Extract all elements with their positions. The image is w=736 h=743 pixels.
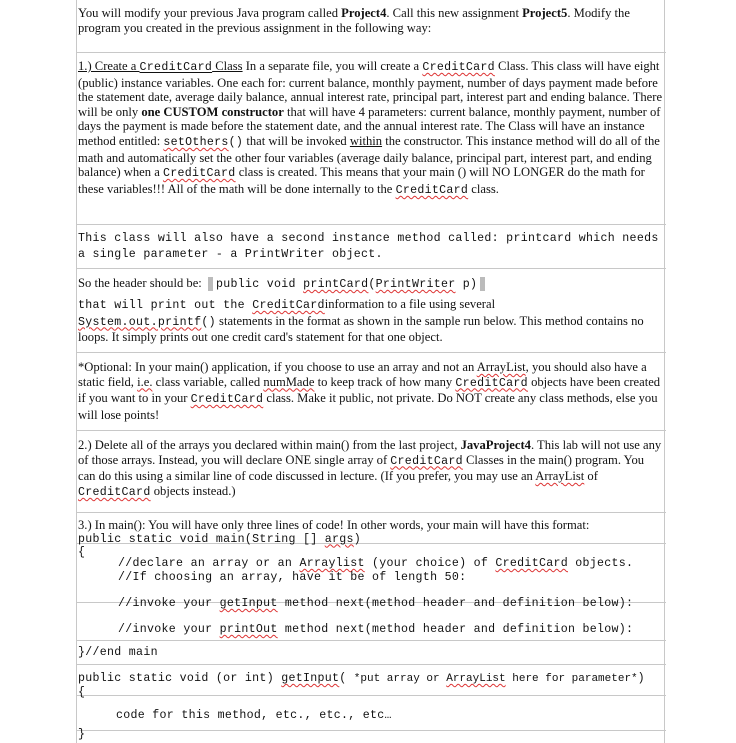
optional-paragraph: *Optional: In your main() application, if you choose to use an array and not an ArrayList, you should also have a static field, i.e. class variable, called numMade to keep track of how many CreditCard objects have been created if you want to in your CreditCard class. Make it public, not private. Do NOT create any class methods, else you will lose points! (78, 360, 661, 422)
getinput-body: code for this method, etc., etc., etc… (116, 709, 392, 722)
printcard-header-paragraph: So the header should be: public void printCard(PrintWriter p) that will print out the CreditCardinformation to a file using several System.out.printf() statements in the format as shown in the sample run below. This method contains no loops. It simply prints out one credit card's statement for that one object. (78, 276, 644, 345)
printcard-description: This class will also have a second instance method called: printcard which needs a single parameter - a PrintWriter object. (78, 232, 659, 261)
section-1-paragraph: 1.) Create a CreditCard Class In a separate file, you will create a CreditCard Class. This class will have eight (public) instance variables. One each for: current balance, monthly payment, number of days payment made before the statement date, average daily balance, annual interest rate, principal part, interest part and ending balance. There will be only one CUSTOM constructor that will have 4 parameters: current balance, monthly payment, number of days the payment is made before the statement date, and the annual interest rate. The Class will have an instance method entitled: setOthers() that will be invoked within the constructor. This instance method will do all of the math and automatically set the other four variables (average daily balance, principal part, interest part, and ending balance) when a CreditCard class is created. This means that your main () will NO LONGER do the math for these variables!!! All of the math will be done internally to the CreditCard class. (78, 59, 663, 197)
section-3-paragraph: 3.) In main(): You will have only three lines of code! In other words, your main will have this format: public static void main(String [] args) { (78, 518, 590, 559)
main-comments: //declare an array or an Arraylist (your choice) of CreditCard objects. //If choosing an array, have it be of length 50: //invoke your getInput method next(method header and definition below): //invoke your printOut method next(method header and definition below): (118, 557, 634, 636)
getinput-signature: public static void (or int) getInput( *put array or ArrayList here for parameter*) { (78, 672, 645, 699)
text-cursor-end (480, 277, 485, 291)
end-main: }//end main (78, 646, 158, 659)
section-2-paragraph: 2.) Delete all of the arrays you declared within main() from the last project, JavaProject4. This lab will not use any of those arrays. Instead, you will declare ONE single array of CreditCard Classes in the main() program. You can do this using a similar line of code discussed in lecture. (If you prefer, you may use an ArrayList of CreditCard objects instead.) (78, 438, 662, 499)
text-cursor (208, 277, 213, 291)
intro-paragraph: You will modify your previous Java program called Project4. Call this new assignment Project5. Modify the program you created in the previous assignment in the following way: (78, 6, 630, 35)
closing-brace: } (78, 728, 86, 741)
